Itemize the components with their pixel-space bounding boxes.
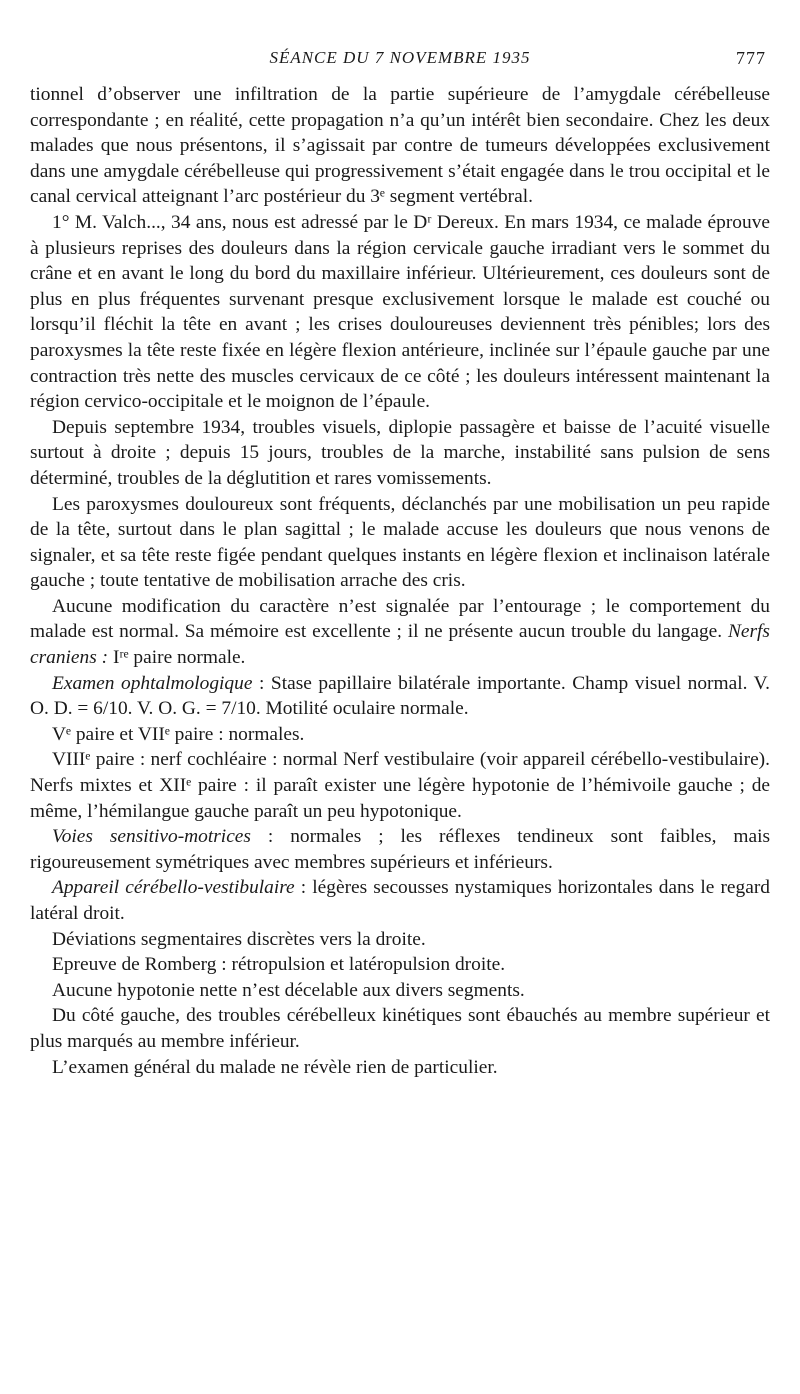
paragraph-hypotonia xyxy=(30,978,770,1004)
paragraph-nerve-v-vii xyxy=(30,722,770,748)
document-page xyxy=(30,40,770,1080)
section-label-sensory-motor: Voies sensitivo-motrices xyxy=(52,826,251,848)
body-text xyxy=(30,82,770,1080)
paragraph-text: Aucune modification du caractère n’est signalée par l’entourage ; le comportement du malade est normal. Sa mémoire est excellente ; il ne présente aucun trouble du langage. xyxy=(30,595,770,643)
paragraph-deviations xyxy=(30,927,770,953)
paragraph-cerebello-vestibular xyxy=(30,875,770,926)
paragraph-text: Epreuve de Romberg : rétropulsion et latéropulsion droite. xyxy=(52,954,506,976)
page-number: 777 xyxy=(736,48,766,68)
paragraph-text: Du côté gauche, des troubles cérébelleux kinétiques sont ébauchés au membre supérieur et plus marqués au membre inférieur. xyxy=(30,1005,770,1052)
paragraph-ophthalmology xyxy=(30,671,770,722)
paragraph-left-side xyxy=(30,1003,770,1054)
paragraph-text: : Stase papillaire bilatérale importante. Champ visuel normal. V. O. D. = 6/10. V. O. G. = 7/10. Motilité oculaire normale. xyxy=(30,672,770,720)
paragraph-visual-troubles xyxy=(30,415,770,492)
running-title: SÉANCE DU 7 NOVEMBRE 1935 xyxy=(269,48,531,67)
section-label-ophthalmology: Examen ophtalmologique xyxy=(52,672,253,694)
paragraph-text: Aucune hypotonie nette n’est décelable aux divers segments. xyxy=(52,979,525,1001)
paragraph-sensory-motor xyxy=(30,824,770,875)
paragraph-romberg xyxy=(30,952,770,978)
paragraph-text: Iʳᵉ paire normale. xyxy=(108,647,246,669)
paragraph-text: Vᵉ paire et VIIᵉ paire : normales. xyxy=(52,723,305,745)
paragraph-behaviour xyxy=(30,594,770,671)
section-label-cranial-nerves: Nerfs craniens : xyxy=(30,621,770,669)
paragraph-text: : normales ; les réflexes tendineux sont faibles, mais rigoureusement symétriques avec membres supérieurs et inférieurs. xyxy=(30,826,770,873)
paragraph-text: L’examen général du malade ne révèle rien de particulier. xyxy=(52,1056,498,1078)
paragraph-continuation xyxy=(30,82,770,210)
paragraph-text: 1° M. Valch..., 34 ans, nous est adressé par le Dʳ Dereux. En mars 1934, ce malade éprouve à plusieurs reprises des douleurs dans la région cervicale gauche irradiant vers le sommet du crâne et en avant le long du bord du maxillaire inférieur. Ultérieurement, ces douleurs sont de plus en plus fréquentes survenant presque exclusivement lorsque le malade est couché ou lorsqu’il fléchit la tête en avant ; les crises douloureuses deviennent très pénibles; lors des paroxysmes la tête reste fixée en légère flexion antérieure, inclinée sur l’épaule gauche par une contraction très nette des muscles cervicaux de ce côté ; les douleurs intéressent maintenant la région cervico-occipitale et le moignon de l’épaule. xyxy=(30,211,770,413)
section-label-cerebello-vestibular: Appareil cérébello-vestibulaire xyxy=(52,877,295,899)
paragraph-text: VIIIᵉ paire : nerf cochléaire : normal Nerf vestibulaire (voir appareil cérébello-vestibulaire). Nerfs mixtes et XIIᵉ paire : il paraît exister une légère hypotonie de l’hémivoile gauche ; de même, l’hémilangue gauche paraît un peu hypotonique. xyxy=(30,749,770,822)
paragraph-text: Les paroxysmes douloureux sont fréquents, déclanchés par une mobilisation un peu rapide de la tête, surtout dans le plan sagittal ; le malade accuse les douleurs que nous venons de signaler, et sa tête reste figée pendant quelques instants en légère flexion et inclinaison latérale gauche ; toute tentative de mobilisation arrache des cris. xyxy=(30,493,770,592)
running-header xyxy=(30,40,770,74)
paragraph-text: Depuis septembre 1934, troubles visuels, diplopie passagère et baisse de l’acuité visuelle surtout à droite ; depuis 15 jours, troubles de la marche, instabilité sans pulsion de sens déterminé, troubles de la déglutition et rares vomissements. xyxy=(30,416,770,489)
paragraph-case-history xyxy=(30,210,770,415)
paragraph-text: : légères secousses nystamiques horizontales dans le regard latéral droit. xyxy=(30,877,770,924)
paragraph-nerve-viii xyxy=(30,747,770,824)
paragraph-paroxysms xyxy=(30,492,770,594)
paragraph-text: Déviations segmentaires discrètes vers la droite. xyxy=(52,928,426,950)
paragraph-text: tionnel d’observer une infiltration de la partie supérieure de l’amygdale cérébelleuse correspondante ; en réalité, cette propagation n’a qu’un intérêt bien secondaire. Chez les deux malades que nous présentons, il s’agissait par contre de tumeurs développées exclusivement dans une amygdale cérébelleuse qui progressivement s’était engagée dans le trou occipital et le canal cervical atteignant l’arc postérieur du 3ᵉ segment vertébral. xyxy=(30,84,770,208)
paragraph-general-exam xyxy=(30,1055,770,1081)
